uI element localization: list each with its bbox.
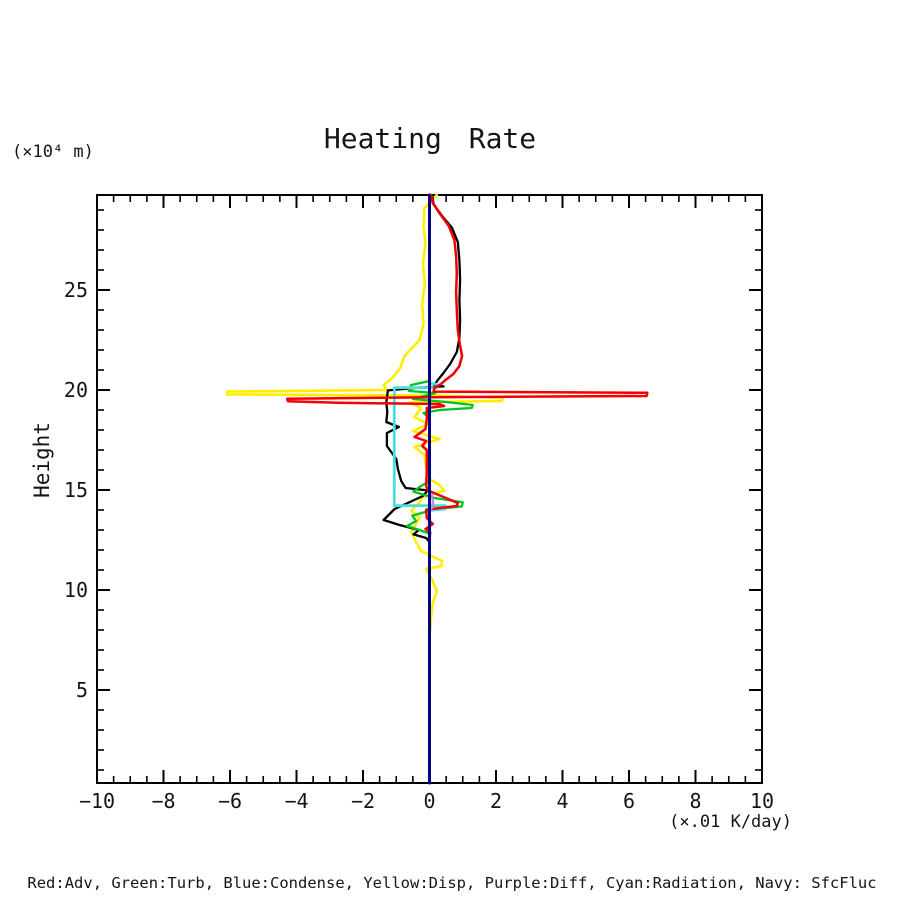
y-axis-title: Height xyxy=(30,422,54,498)
svg-text:−6: −6 xyxy=(217,789,243,813)
y-axis-unit-label: (×10⁴ m) xyxy=(12,142,94,162)
svg-text:6: 6 xyxy=(622,789,636,813)
svg-text:20: 20 xyxy=(63,378,88,402)
svg-text:−8: −8 xyxy=(151,789,176,813)
legend-note: Red:Adv, Green:Turb, Blue:Condense, Yellow:Disp, Purple:Diff, Cyan:Radiation, Navy: SfcFluc xyxy=(27,874,877,892)
series-diff xyxy=(431,494,433,509)
svg-text:8: 8 xyxy=(689,789,702,813)
svg-text:2: 2 xyxy=(489,789,503,813)
svg-text:5: 5 xyxy=(75,678,88,702)
x-axis-unit-label: (×.01 K/day) xyxy=(669,812,792,832)
series-disp xyxy=(227,195,502,631)
svg-text:−10: −10 xyxy=(78,789,116,813)
svg-text:−4: −4 xyxy=(284,789,309,813)
svg-text:15: 15 xyxy=(63,478,88,502)
svg-text:25: 25 xyxy=(63,278,88,302)
series-turb xyxy=(407,195,473,783)
svg-text:0: 0 xyxy=(423,789,436,813)
svg-text:−2: −2 xyxy=(350,789,376,813)
svg-text:10: 10 xyxy=(749,789,775,813)
svg-text:4: 4 xyxy=(556,789,569,813)
series-adv xyxy=(287,195,647,783)
svg-text:10: 10 xyxy=(63,578,88,602)
chart-title: Heating Rate xyxy=(323,122,537,155)
